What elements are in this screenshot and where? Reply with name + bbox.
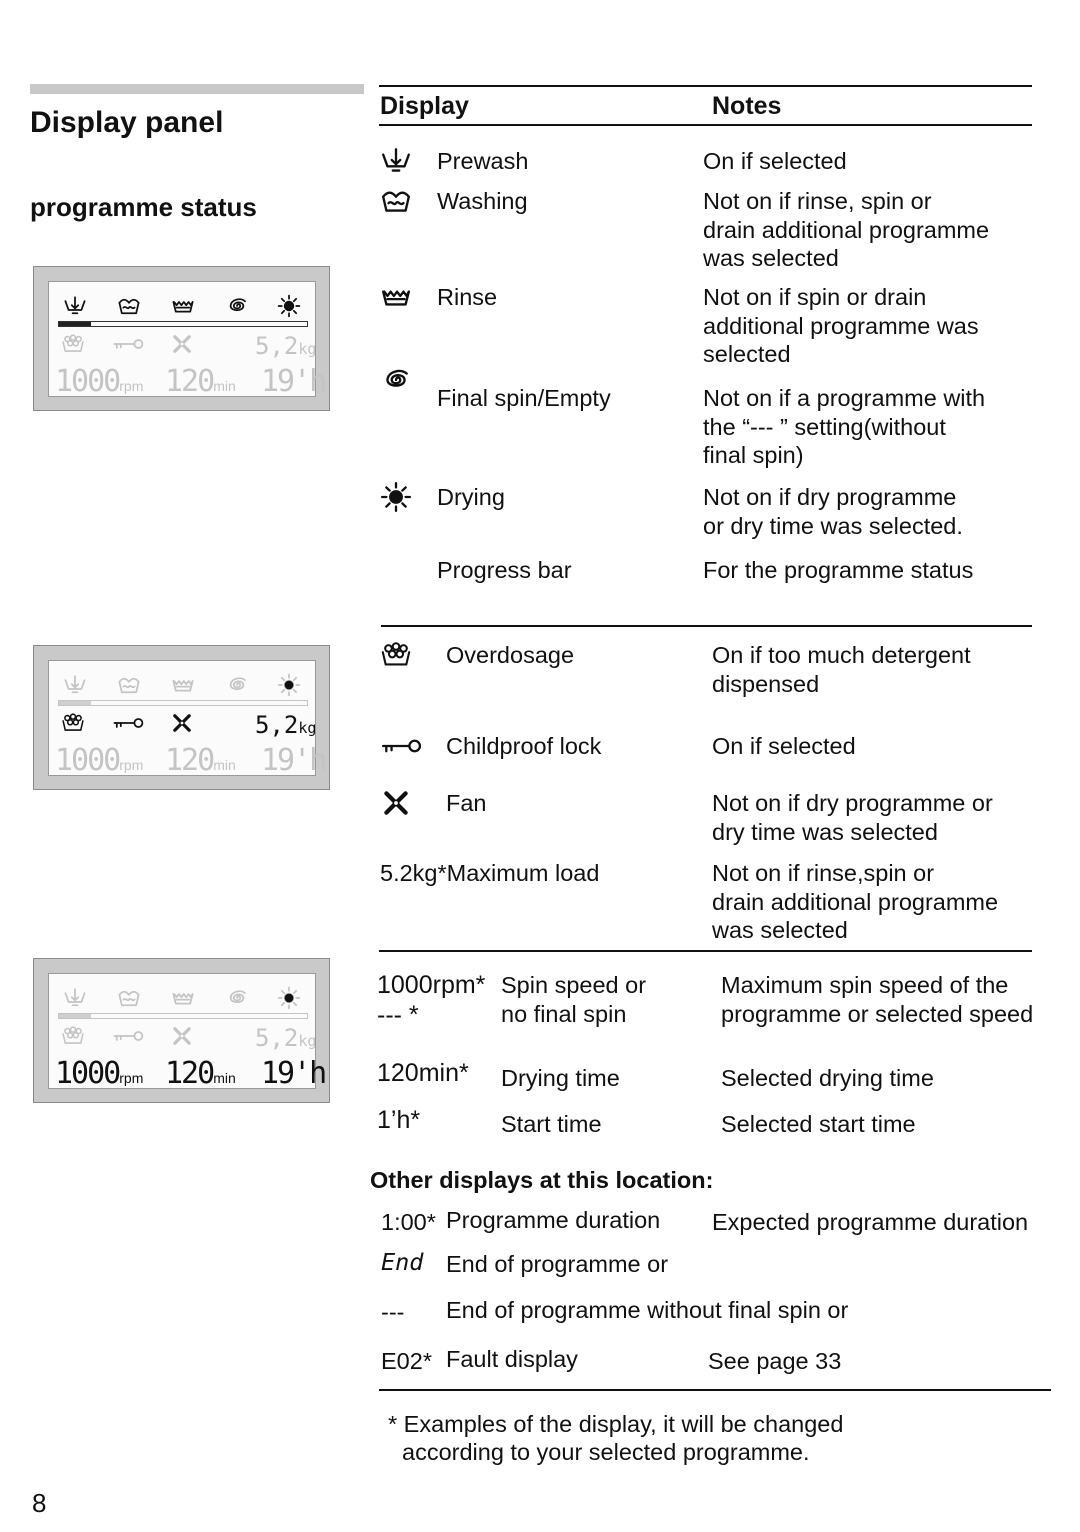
display-code: 1000rpm* — [377, 971, 486, 999]
status-icons — [49, 711, 315, 739]
status-icons — [49, 332, 315, 360]
spin-icon — [225, 673, 249, 702]
progress-bar — [58, 700, 308, 706]
footnote-line: according to your selected programme. — [402, 1439, 810, 1465]
fan-icon — [170, 1024, 194, 1053]
prewash-icon — [63, 294, 87, 323]
load-readout — [255, 332, 316, 360]
row-note: additional programme was — [703, 312, 979, 339]
min-value: 120 — [165, 1056, 214, 1091]
row-label: End of programme without final spin or — [446, 1297, 849, 1323]
rpm-unit: rpm — [119, 378, 144, 394]
min-readout — [165, 1056, 236, 1091]
row-label: Rinse — [437, 284, 498, 310]
row-label: Prewash — [437, 148, 529, 174]
rpm-unit: rpm — [119, 1070, 144, 1086]
row-note: On if selected — [712, 733, 856, 759]
spin-icon — [225, 986, 249, 1015]
other-displays-heading: Other displays at this location: — [370, 1167, 714, 1193]
row-note: programme or selected speed — [721, 1000, 1034, 1027]
key-icon — [111, 332, 145, 361]
overdosage-icon — [380, 639, 412, 676]
bottom-rule — [379, 1389, 1051, 1391]
row-note: Expected programme duration — [712, 1209, 1029, 1235]
digit-readouts — [49, 743, 326, 778]
row-note: Not on if rinse, spin or — [703, 188, 932, 214]
min-value: 120 — [165, 743, 214, 778]
row-label: Drying time — [501, 1065, 620, 1091]
overdosage-icon — [61, 332, 85, 361]
row-note: Selected drying time — [721, 1065, 934, 1091]
prewash-icon — [63, 986, 87, 1015]
load-value: 5,2 — [255, 1024, 299, 1052]
row-label: Programme duration — [446, 1207, 661, 1233]
rpm-readout — [55, 364, 143, 399]
spin-icon — [380, 364, 412, 401]
washing-icon — [117, 294, 141, 323]
lcd-panel — [33, 266, 330, 411]
lcd-screen — [48, 973, 326, 1091]
row-note: dry time was selected — [712, 818, 938, 845]
prewash-icon — [380, 145, 412, 182]
min-unit: min — [213, 1070, 236, 1086]
row-note: Not on if dry programme or — [712, 790, 993, 816]
progress-fill — [59, 701, 91, 705]
min-value: 120 — [165, 364, 214, 399]
row-note: or dry time was selected. — [703, 512, 963, 539]
row-note: Not on if dry programme — [703, 484, 957, 510]
display-code: --- * — [377, 1001, 419, 1029]
h-readout — [261, 743, 325, 778]
min-readout — [165, 743, 236, 778]
h-value: 19'h — [261, 1056, 326, 1091]
row-label: Overdosage — [446, 642, 575, 668]
h-readout — [261, 364, 325, 399]
fan-icon — [170, 332, 194, 361]
lcd-panel — [33, 958, 330, 1103]
column-header-display: Display — [380, 92, 469, 120]
progress-fill — [59, 1014, 91, 1018]
programme-icons — [49, 294, 315, 320]
digit-readouts — [49, 364, 326, 399]
row-note: On if selected — [703, 148, 847, 174]
row-note: Maximum spin speed of the — [721, 972, 1009, 998]
rpm-unit: rpm — [119, 757, 144, 773]
min-unit: min — [213, 757, 236, 773]
min-unit: min — [213, 378, 236, 394]
display-code: 1’h* — [377, 1106, 421, 1134]
fan-icon — [170, 711, 194, 740]
fan-icon — [380, 787, 412, 824]
row-note: Not on if spin or drain — [703, 284, 927, 310]
section-rule — [381, 625, 1032, 627]
row-note: drain additional programme — [703, 216, 990, 243]
h-value: 19'h — [261, 364, 326, 399]
status-icons — [49, 1024, 315, 1052]
overdosage-icon — [61, 1024, 85, 1053]
key-icon — [111, 1024, 145, 1053]
row-note: See page 33 — [708, 1348, 842, 1374]
display-code: 1:00* — [381, 1209, 436, 1235]
rpm-readout — [55, 743, 143, 778]
spin-icon — [225, 294, 249, 323]
row-note: On if too much detergent — [712, 642, 971, 668]
min-readout — [165, 364, 236, 399]
programme-icons — [49, 986, 315, 1012]
section-bar — [30, 84, 364, 94]
lcd-panel — [33, 645, 330, 790]
row-label: no final spin — [501, 1000, 627, 1027]
washing-icon — [117, 673, 141, 702]
row-label: Childproof lock — [446, 733, 602, 759]
row-label: Start time — [501, 1111, 602, 1137]
rpm-value: 1000 — [55, 364, 120, 399]
progress-bar — [58, 1013, 308, 1019]
load-value: 5,2 — [255, 711, 299, 739]
row-label: End of programme or — [446, 1251, 669, 1277]
programme-icons — [49, 673, 315, 699]
rinse-icon — [171, 673, 195, 702]
footnote-line: * Examples of the display, it will be changed — [388, 1411, 844, 1437]
row-label: Fan — [446, 790, 487, 816]
load-value: 5,2 — [255, 332, 299, 360]
rinse-icon — [171, 986, 195, 1015]
drying-icon — [277, 294, 301, 323]
row-note: For the programme status — [703, 557, 974, 583]
load-readout — [255, 1024, 316, 1052]
key-icon — [380, 730, 422, 767]
column-header-notes: Notes — [712, 92, 782, 120]
row-label: Drying — [437, 484, 505, 510]
row-note: Selected start time — [721, 1111, 916, 1137]
load-unit: kg — [298, 340, 317, 358]
progress-bar — [58, 321, 308, 327]
rpm-readout — [55, 1056, 143, 1091]
row-label: 5.2kg*Maximum load — [380, 860, 600, 886]
page-number: 8 — [32, 1488, 47, 1518]
washing-icon — [117, 986, 141, 1015]
section-rule — [379, 950, 1032, 952]
row-note: Not on if rinse,spin or — [712, 860, 935, 886]
row-label: Washing — [437, 188, 528, 214]
page-subtitle: programme status — [30, 192, 257, 222]
display-code: --- — [381, 1299, 405, 1325]
prewash-icon — [63, 673, 87, 702]
washing-icon — [380, 185, 412, 222]
overdosage-icon — [61, 711, 85, 740]
key-icon — [111, 711, 145, 740]
progress-fill — [59, 322, 91, 326]
row-note: was selected — [712, 917, 848, 943]
row-label: Fault display — [446, 1346, 578, 1372]
display-code: E02* — [381, 1348, 432, 1374]
rpm-value: 1000 — [55, 743, 120, 778]
row-note: was selected — [703, 245, 839, 271]
lcd-screen — [48, 281, 326, 399]
rinse-icon — [380, 281, 412, 318]
load-unit: kg — [298, 719, 317, 737]
row-note: final spin) — [703, 442, 804, 468]
row-label: Spin speed or — [501, 972, 647, 998]
rpm-value: 1000 — [55, 1056, 120, 1091]
row-label: Progress bar — [437, 557, 572, 583]
h-readout — [261, 1056, 325, 1091]
lcd-screen — [48, 660, 326, 778]
row-note: drain additional programme — [712, 888, 999, 915]
table-top-rule — [379, 85, 1032, 87]
display-code: End — [381, 1248, 424, 1276]
digit-readouts — [49, 1056, 326, 1091]
row-label: Final spin/Empty — [437, 385, 611, 411]
header-rule — [379, 124, 1032, 126]
h-value: 19'h — [261, 743, 326, 778]
rinse-icon — [171, 294, 195, 323]
load-readout — [255, 711, 316, 739]
display-code: 120min* — [377, 1059, 469, 1087]
drying-icon — [277, 986, 301, 1015]
page-title: Display panel — [30, 106, 224, 139]
drying-icon — [277, 673, 301, 702]
load-unit: kg — [298, 1032, 317, 1050]
drying-icon — [380, 481, 412, 518]
row-note: dispensed — [712, 670, 820, 697]
row-note: selected — [703, 341, 791, 367]
row-note: the “--- ” setting(without — [703, 413, 946, 440]
row-note: Not on if a programme with — [703, 385, 986, 411]
